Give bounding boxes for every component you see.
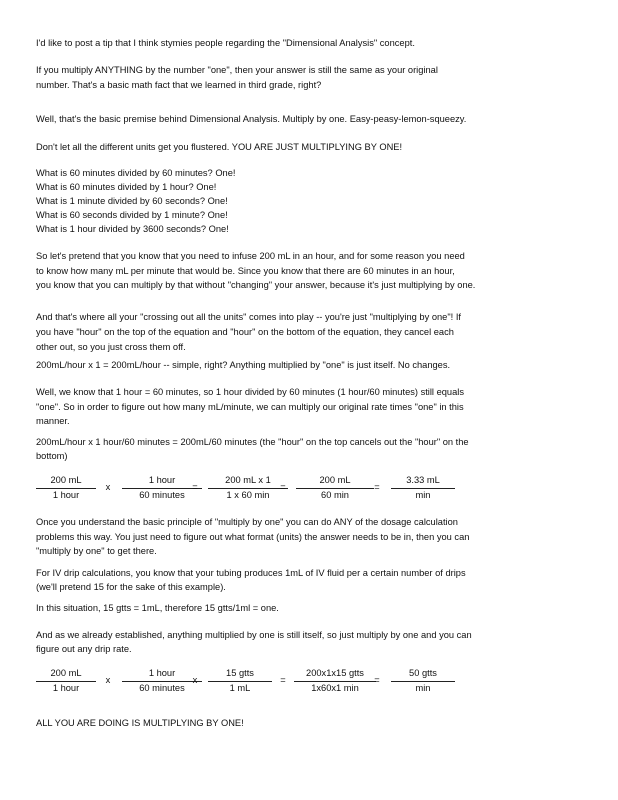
eq2-operator-3: =: [280, 675, 286, 685]
eq2-fraction-2-denominator: 60 minutes: [139, 683, 185, 693]
crossing-line-3: other out, so you just cross them off.: [36, 342, 186, 352]
crossing-line-2: you have "hour" on the top of the equation and "hour" on the bottom of the equation, they cancel each: [36, 327, 454, 337]
once-line-1: Once you understand the basic principle of "multiply by one" you can do ANY of the dosage calculation: [36, 517, 458, 527]
eq1-fraction-5-numerator: 3.33 mL: [406, 475, 440, 485]
eq2-operator-1: x: [105, 675, 111, 685]
eq1-fraction-5-denominator: min: [415, 490, 431, 500]
eq2-fraction-1: [36, 667, 96, 695]
eq1-fraction-1-denominator: 1 hour: [52, 490, 80, 500]
equation-one: [36, 474, 596, 504]
eq2-fraction-4: [294, 667, 376, 695]
eq2-fraction-4-numerator: 200x1x15 gtts: [306, 668, 364, 678]
eq2-fraction-1-denominator: 1 hour: [52, 683, 80, 693]
eq2-fraction-5: [391, 667, 455, 695]
eq2-fraction-5-numerator: 50 gtts: [409, 668, 437, 678]
eq1-operator-1: x: [105, 482, 111, 492]
simple-text: 200mL/hour x 1 = 200mL/hour -- simple, right? Anything multiplied by "one" is just itself. No changes.: [36, 360, 451, 370]
eq1-fraction-4: [296, 474, 374, 502]
eq1-fraction-2-numerator: 1 hour: [148, 475, 176, 485]
question-line-3: What is 1 minute divided by 60 seconds? One!: [36, 196, 228, 206]
pretend-line-1: So let's pretend that you know that you need to infuse 200 mL in an hour, and for some reason you need: [36, 251, 465, 261]
eq1-fraction-3: [208, 474, 288, 502]
eq1-fraction-1-numerator: 200 mL: [50, 475, 82, 485]
cancel-note-line-2: bottom): [36, 451, 68, 461]
eq1-operator-3: =: [280, 482, 286, 492]
well-know-line-2: "one". So in order to figure out how many mL/minute, we can multiply our original rate times "one" in this: [36, 402, 464, 412]
intro-text: I'd like to post a tip that I think stymies people regarding the "Dimensional Analysis" concept.: [36, 38, 415, 48]
situation-text: In this situation, 15 gtts = 1mL, therefore 15 gtts/1ml = one.: [36, 603, 279, 613]
question-line-4: What is 60 seconds divided by 1 minute? One!: [36, 210, 228, 220]
once-line-3: "multiply by one" to get there.: [36, 546, 157, 556]
dont-fluster-text: Don't let all the different units get you flustered. YOU ARE JUST MULTIPLYING BY ONE!: [36, 142, 403, 152]
para-one-line-2: number. That's a basic math fact that we learned in third grade, right?: [36, 80, 322, 90]
cancel-note-line-1: 200mL/hour x 1 hour/60 minutes = 200mL/60 minutes (the "hour" on the top cancels out the "hour" on the: [36, 437, 469, 447]
pretend-line-3: you know that you can multiply by that without "changing" your answer, because it's just multiplying by one.: [36, 280, 476, 290]
once-line-2: problems this way. You just need to figure out what format (units) the answer needs to be in, then you can: [36, 532, 470, 542]
eq1-fraction-3-denominator: 1 x 60 min: [226, 490, 270, 500]
equation-two: [36, 667, 596, 697]
iv-drip-line-2: (we'll pretend 15 for the sake of this example).: [36, 582, 226, 592]
eq1-fraction-4-denominator: 60 min: [321, 490, 349, 500]
closing-text: ALL YOU ARE DOING IS MULTIPLYING BY ONE!: [36, 718, 244, 728]
eq2-fraction-4-denominator: 1x60x1 min: [311, 683, 359, 693]
crossing-line-1: And that's where all your "crossing out all the units" comes into play -- you're just "multiplying by one"! If: [36, 312, 461, 322]
well-know-line-3: manner.: [36, 416, 70, 426]
well-know-line-1: Well, we know that 1 hour = 60 minutes, so 1 hour divided by 60 minutes (1 hour/60 minutes) still equals: [36, 387, 464, 397]
eq2-fraction-3-numerator: 15 gtts: [226, 668, 254, 678]
established-line-2: figure out any drip rate.: [36, 644, 132, 654]
eq2-fraction-2-numerator: 1 hour: [148, 668, 176, 678]
established-line-1: And as we already established, anything multiplied by one is still itself, so just multiply by one and you can: [36, 630, 472, 640]
eq1-fraction-2-denominator: 60 minutes: [139, 490, 185, 500]
eq2-fraction-3: [208, 667, 272, 695]
pretend-line-2: to know how many mL per minute that would be. Since you know that there are 60 minutes in an hour,: [36, 266, 455, 276]
eq2-fraction-1-numerator: 200 mL: [50, 668, 82, 678]
eq2-fraction-5-denominator: min: [415, 683, 431, 693]
eq2-fraction-3-denominator: 1 mL: [229, 683, 251, 693]
question-line-5: What is 1 hour divided by 3600 seconds? One!: [36, 224, 229, 234]
eq1-operator-4: =: [374, 482, 380, 492]
eq1-operator-2: =: [192, 482, 198, 492]
question-line-2: What is 60 minutes divided by 1 hour? One!: [36, 182, 217, 192]
premise-text: Well, that's the basic premise behind Dimensional Analysis. Multiply by one. Easy-peasy-lemon-squeezy.: [36, 114, 467, 124]
para-one-line-1: If you multiply ANYTHING by the number "one", then your answer is still the same as your original: [36, 65, 438, 75]
eq1-fraction-1: [36, 474, 96, 502]
eq2-operator-4: =: [374, 675, 380, 685]
eq1-fraction-4-numerator: 200 mL: [319, 475, 351, 485]
question-line-1: What is 60 minutes divided by 60 minutes? One!: [36, 168, 236, 178]
eq1-fraction-3-numerator: 200 mL x 1: [225, 475, 271, 485]
eq2-operator-2: x: [192, 675, 198, 685]
eq1-fraction-5: [391, 474, 455, 502]
iv-drip-line-1: For IV drip calculations, you know that your tubing produces 1mL of IV fluid per a certain number of drips: [36, 568, 466, 578]
